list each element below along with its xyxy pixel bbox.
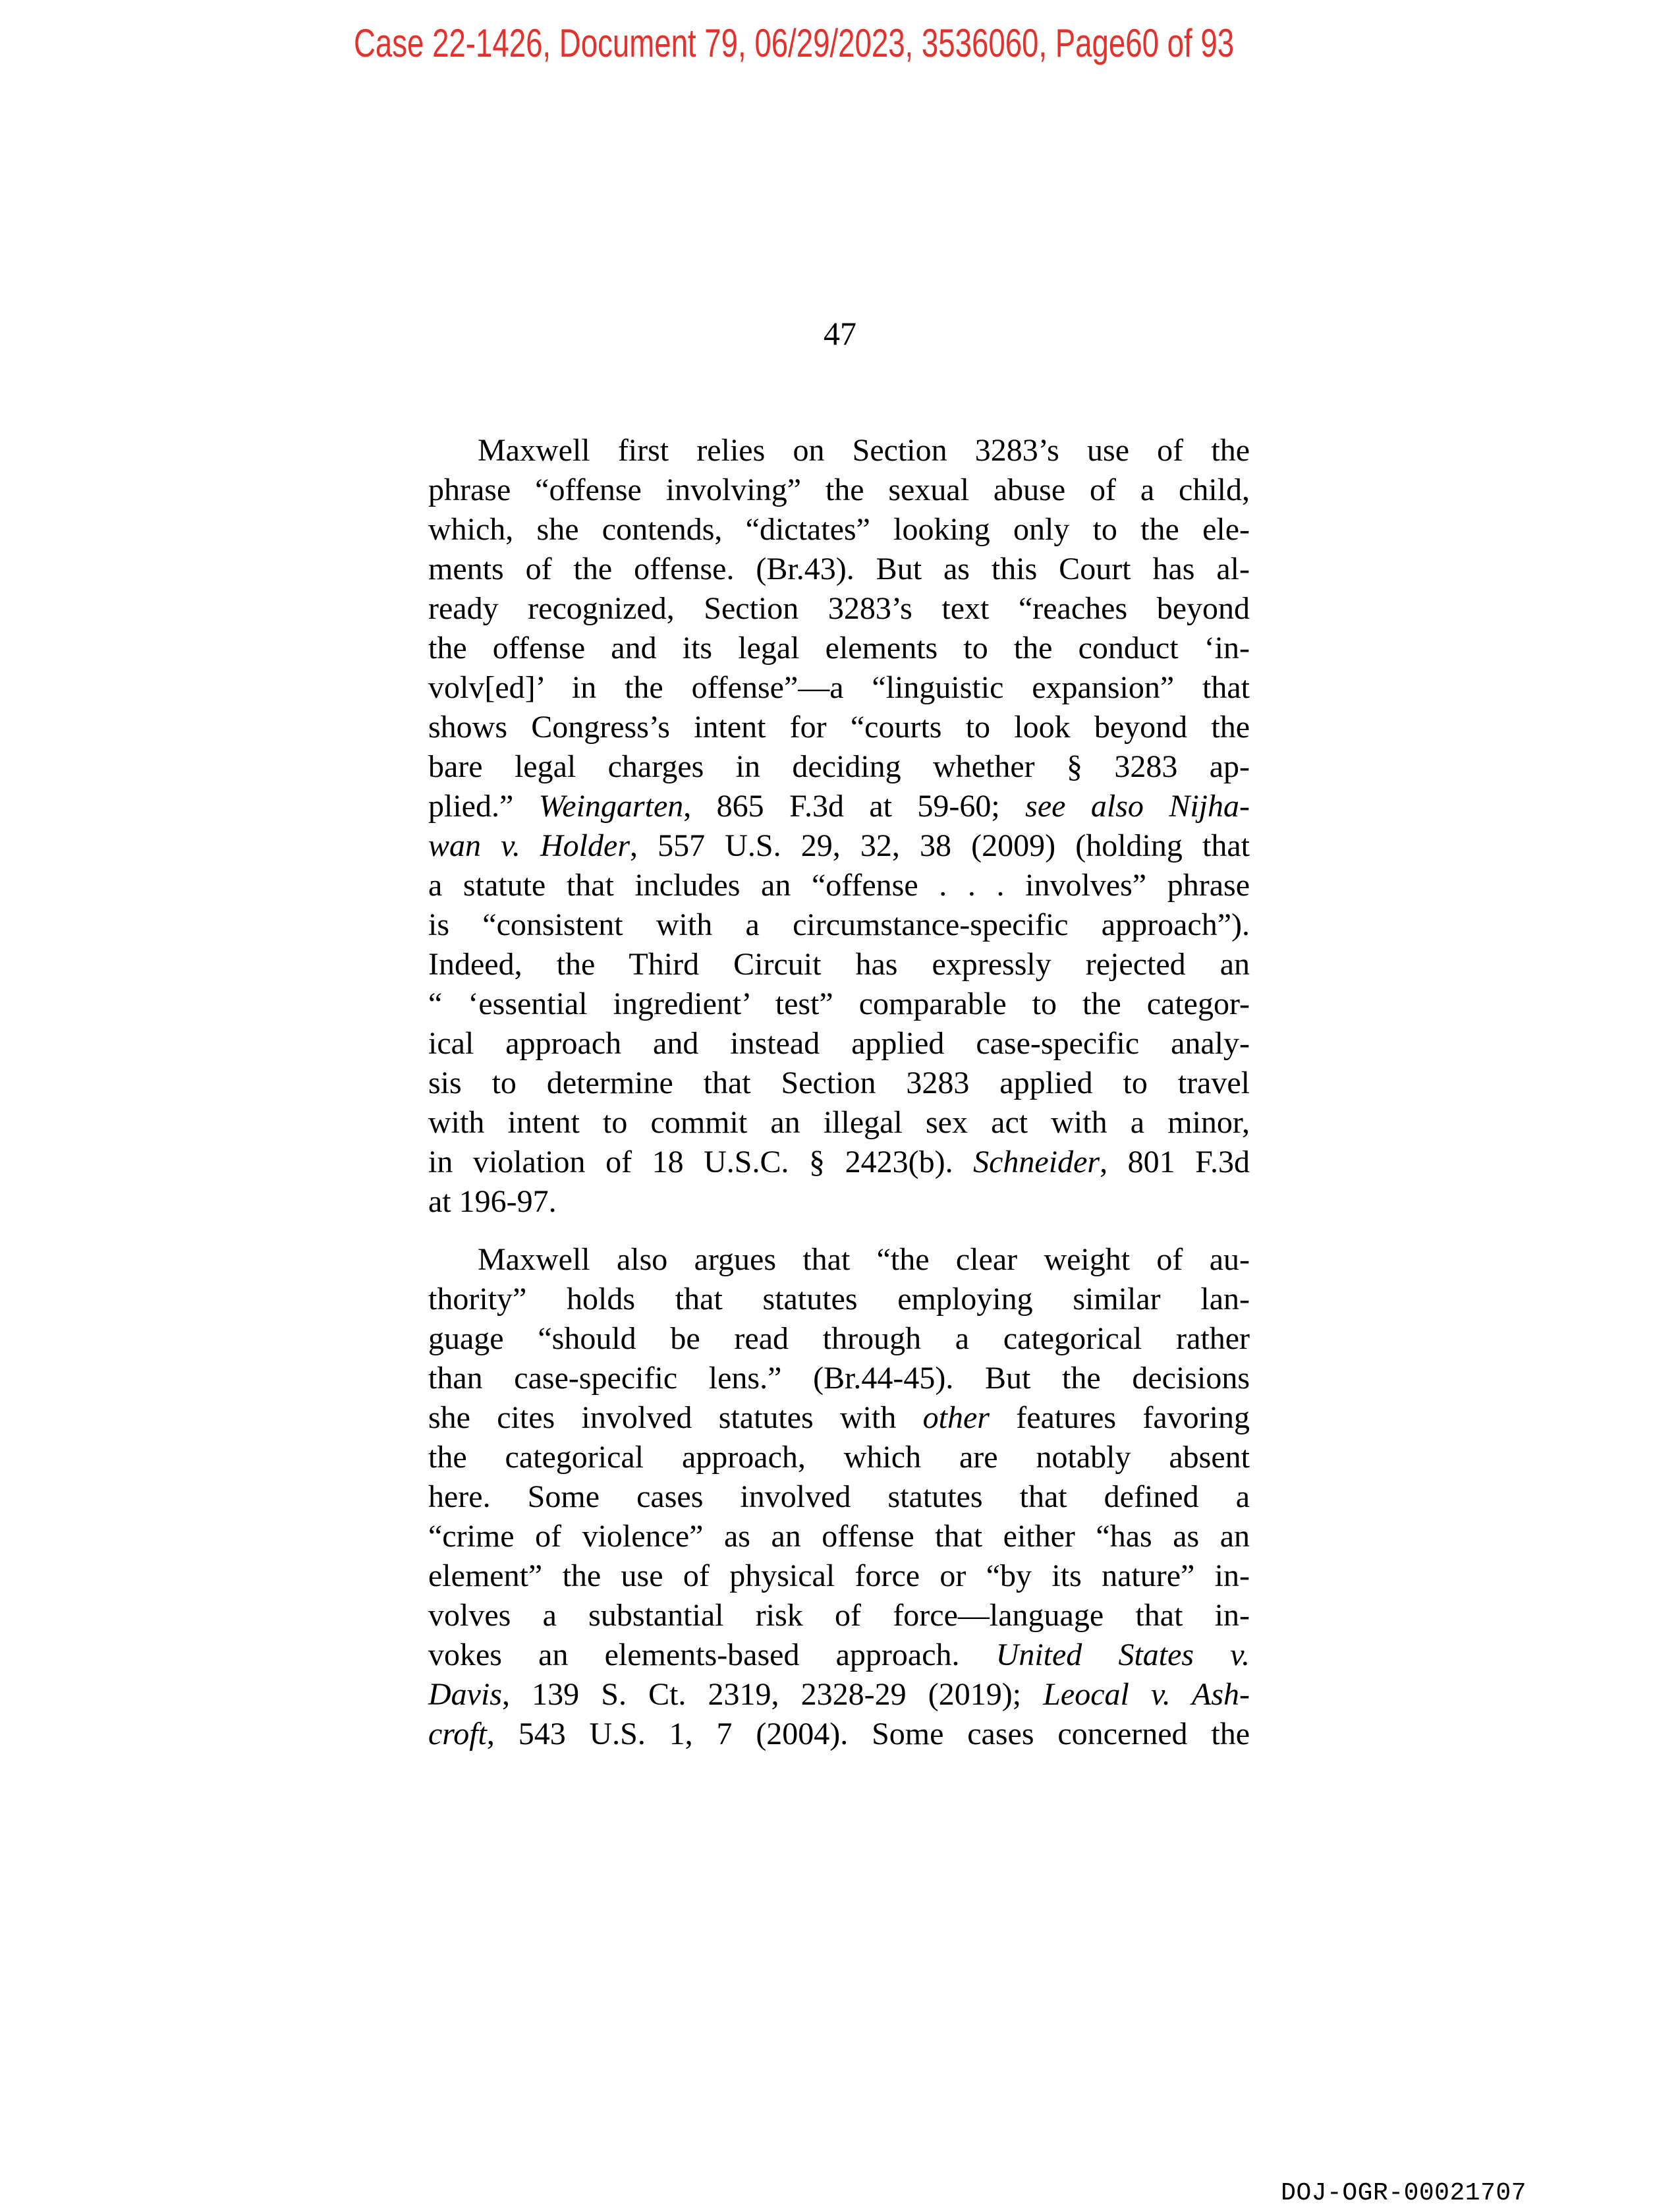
text-line — [428, 1438, 1250, 1477]
text-line — [428, 1024, 1250, 1063]
body-text-segment: which, she contends, “dictates” looking only to the ele- — [428, 512, 1250, 547]
text-line — [428, 1280, 1250, 1319]
text-line — [428, 984, 1250, 1024]
text-line — [428, 1359, 1250, 1398]
body-text-segment: than case-specific lens.” (Br.44-45). But the decisions — [428, 1361, 1250, 1396]
text-line — [428, 708, 1250, 747]
body-text-segment: Maxwell first relies on Section 3283’s use of the — [478, 433, 1250, 468]
case-stamp-text: Case 22-1426, Document 79, 06/29/2023, 3536060, Page60 of 93 — [353, 21, 1235, 65]
text-line — [428, 1240, 1250, 1280]
body-text-segment: guage “should be read through a categorical rather — [428, 1321, 1250, 1356]
text-line — [428, 1596, 1250, 1635]
text-line — [428, 1063, 1250, 1103]
body-text-segment: vokes an elements-based approach. — [428, 1637, 996, 1672]
body-text-segment: with intent to commit an illegal sex act with a minor, — [428, 1105, 1250, 1140]
text-line — [428, 1182, 1250, 1222]
body-text-segment: here. Some cases involved statutes that defined a — [428, 1479, 1250, 1514]
text-line — [428, 747, 1250, 787]
text-line — [428, 1143, 1250, 1182]
citation-italic-text: Davis — [428, 1677, 502, 1712]
body-text-segment: features favoring — [989, 1400, 1250, 1435]
body-text-segment: ical approach and instead applied case-specific analy- — [428, 1026, 1250, 1061]
citation-italic-text: Weingarten — [538, 789, 684, 824]
text-line — [428, 1103, 1250, 1143]
body-text-segment: , 557 U.S. 29, 32, 38 (2009) (holding that — [630, 828, 1250, 863]
text-line — [428, 945, 1250, 984]
text-line — [428, 1675, 1250, 1715]
bates-number: DOJ-OGR-00021707 — [1281, 2179, 1526, 2207]
text-line — [428, 1635, 1250, 1675]
text-line — [428, 470, 1250, 510]
body-text-segment: “crime of violence” as an offense that either “has as an — [428, 1519, 1250, 1554]
paragraph-2 — [428, 1240, 1250, 1754]
text-line — [428, 1319, 1250, 1359]
body-text-segment: the offense and its legal elements to the conduct ‘in- — [428, 631, 1250, 666]
body-text-segment: bare legal charges in deciding whether § 3283 ap- — [428, 749, 1250, 784]
body-text-segment: “ ‘essential ingredient’ test” comparable to the categor- — [428, 986, 1250, 1021]
paragraph-1 — [428, 431, 1250, 1222]
body-text-segment: volves a substantial risk of force—language that in- — [428, 1598, 1250, 1633]
body-text-segment: in violation of 18 U.S.C. § 2423(b). — [428, 1145, 974, 1179]
body-text-segment: volv[ed]’ in the offense”—a “linguistic expansion” that — [428, 670, 1250, 705]
citation-italic-text: other — [922, 1400, 990, 1435]
body-text-segment: the categorical approach, which are notably absent — [428, 1440, 1250, 1475]
text-line — [428, 629, 1250, 668]
text-line — [428, 589, 1250, 629]
body-text-segment: Indeed, the Third Circuit has expressly rejected an — [428, 947, 1250, 982]
text-line — [428, 826, 1250, 866]
body-text-segment: ments of the offense. (Br.43). But as this Court has al- — [428, 552, 1250, 586]
citation-italic-text: United States v. — [995, 1637, 1250, 1672]
text-line — [428, 787, 1250, 826]
text-line — [428, 1398, 1250, 1438]
citation-italic-text: wan v. Holder — [428, 828, 630, 863]
text-line — [428, 1715, 1250, 1754]
body-text-segment: phrase “offense involving” the sexual abuse of a child, — [428, 472, 1250, 507]
body-text-segment: element” the use of physical force or “by its nature” in- — [428, 1558, 1250, 1593]
text-line — [428, 668, 1250, 708]
body-text-segment: is “consistent with a circumstance-specific approach”). — [428, 907, 1250, 942]
body-text-segment: shows Congress’s intent for “courts to look beyond the — [428, 710, 1250, 745]
text-line — [428, 1556, 1250, 1596]
case-stamp-header — [0, 21, 1588, 65]
text-line — [428, 510, 1250, 550]
text-line — [428, 905, 1250, 945]
citation-italic-text: Leocal v. Ash- — [1043, 1677, 1250, 1712]
text-line — [428, 550, 1250, 589]
body-text-segment: she cites involved statutes with — [428, 1400, 923, 1435]
body-text-segment: a statute that includes an “offense . . . involves” phrase — [428, 868, 1250, 903]
body-text-segment: at 196-97. — [428, 1184, 557, 1219]
body-text-segment: sis to determine that Section 3283 applied to travel — [428, 1065, 1250, 1100]
text-line — [428, 431, 1250, 470]
body-text-segment: , 139 S. Ct. 2319, 2328-29 (2019); — [501, 1677, 1044, 1712]
body-text-segment: , 801 F.3d — [1100, 1145, 1250, 1179]
body-text-segment: , 865 F.3d at 59-60; — [683, 789, 1026, 824]
citation-italic-text: Schneider — [973, 1145, 1100, 1179]
text-line — [428, 866, 1250, 905]
citation-italic-text: see also Nijha- — [1025, 789, 1250, 824]
body-text-segment: thority” holds that statutes employing similar lan- — [428, 1282, 1250, 1317]
page-number: 47 — [824, 315, 856, 352]
body-text-segment: , 543 U.S. 1, 7 (2004). Some cases concerned the — [486, 1716, 1250, 1751]
document-body — [428, 431, 1250, 1754]
body-text-segment: Maxwell also argues that “the clear weight of au- — [478, 1242, 1250, 1277]
body-text-segment: ready recognized, Section 3283’s text “reaches beyond — [428, 591, 1250, 626]
text-line — [428, 1477, 1250, 1517]
body-text-segment: plied.” — [428, 789, 539, 824]
text-line — [428, 1517, 1250, 1556]
citation-italic-text: croft — [428, 1716, 487, 1751]
